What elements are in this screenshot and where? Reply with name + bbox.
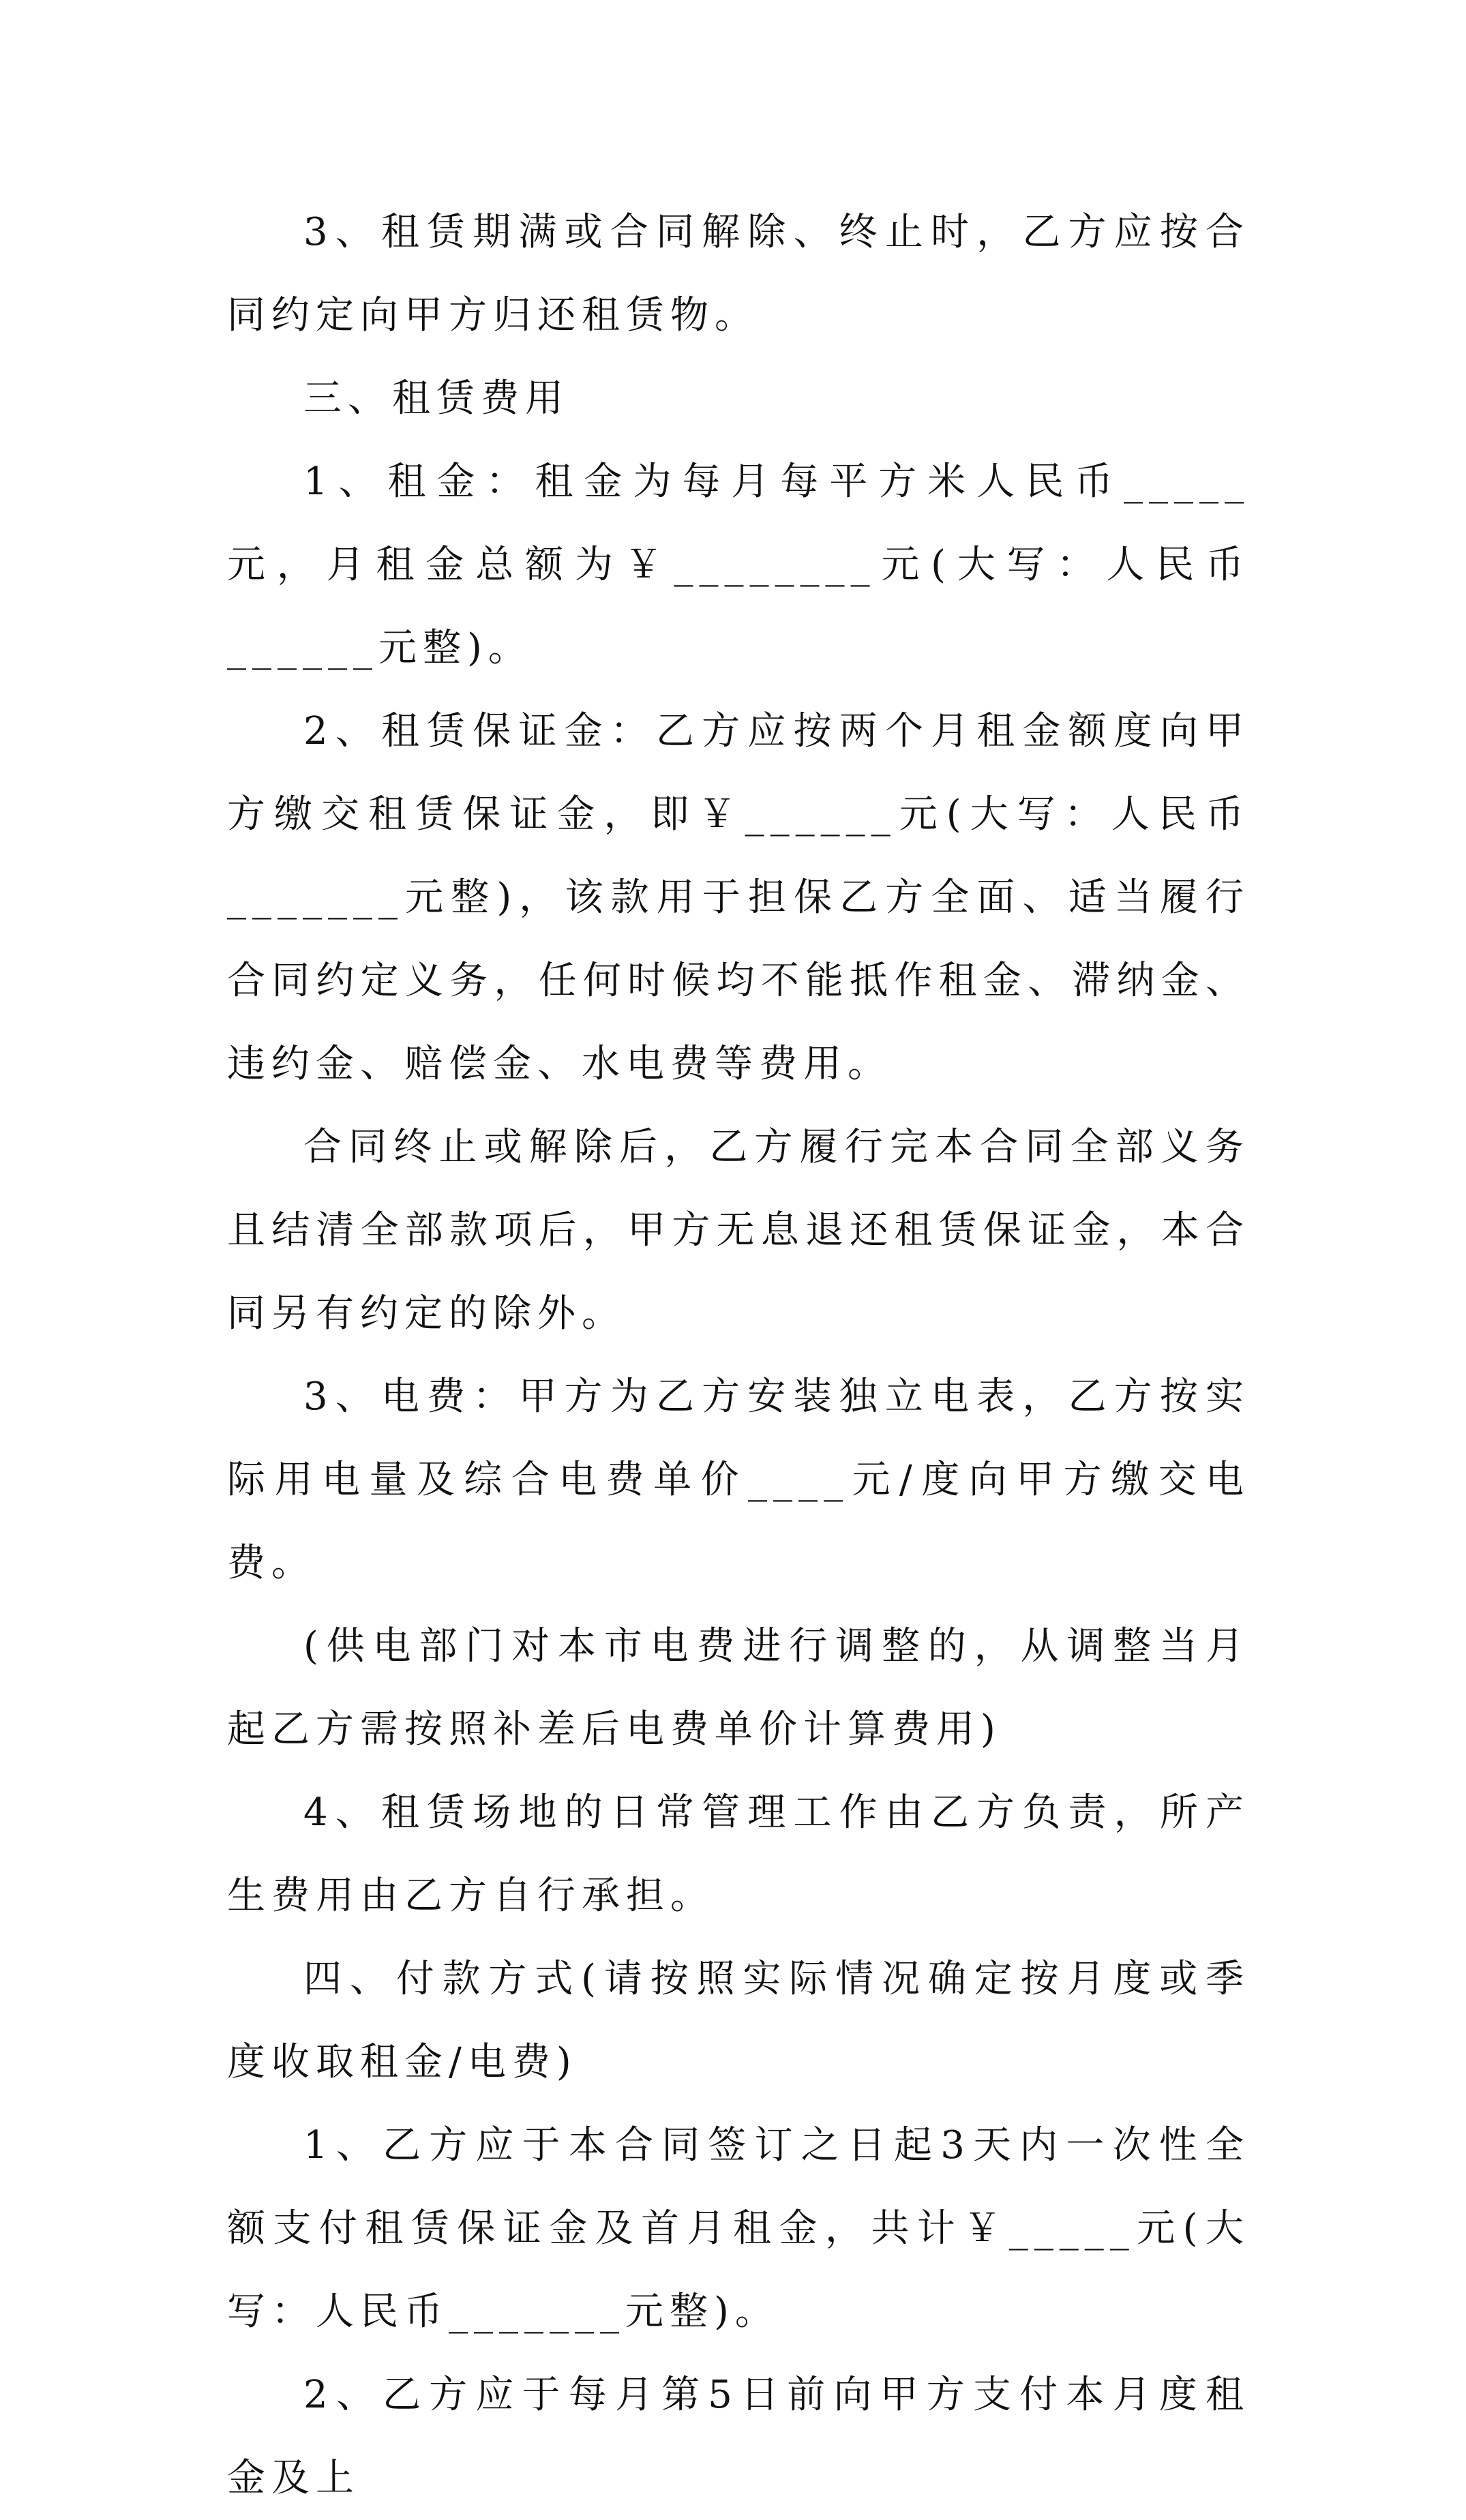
paragraph-monthly-payment: 2、乙方应于每月第5日前向甲方支付本月度租金及上	[227, 2373, 1250, 2500]
paragraph-electricity-fee: 3、电费：甲方为乙方安装独立电表，乙方按实际用电量及综合电费单价____元/度向甲方缴交电费。	[227, 1375, 1250, 1585]
paragraph-electricity-adjustment-note: (供电部门对本市电费进行调整的，从调整当月起乙方需按照补差后电费单价计算费用)	[227, 1624, 1250, 1752]
document-body	[227, 191, 1250, 2520]
paragraph-return-lease-item: 3、租赁期满或合同解除、终止时，乙方应按合同约定向甲方归还租赁物。	[227, 210, 1250, 338]
paragraph-deposit-refund: 合同终止或解除后，乙方履行完本合同全部义务且结清全部款项后，甲方无息退还租赁保证金，本合同另有约定的除外。	[227, 1125, 1250, 1336]
section-heading-lease-fees: 三、租赁费用	[303, 376, 569, 421]
paragraph-rent: 1、租金：租金为每月每平方米人民币_____元，月租金总额为￥________元(大写：人民币______元整)。	[227, 460, 1250, 670]
paragraph-security-deposit: 2、租赁保证金：乙方应按两个月租金额度向甲方缴交租赁保证金，即￥______元(大写：人民币_______元整)，该款用于担保乙方全面、适当履行合同约定义务，任何时候均不能抵作租金、滞纳金、违约金、赔偿金、水电费等费用。	[227, 709, 1250, 1086]
paragraph-site-management: 4、租赁场地的日常管理工作由乙方负责，所产生费用由乙方自行承担。	[227, 1790, 1250, 1918]
paragraph-initial-payment: 1、乙方应于本合同签订之日起3天内一次性全额支付租赁保证金及首月租金，共计￥_____元(大写：人民币_______元整)。	[227, 2123, 1250, 2334]
section-heading-payment-method: 四、付款方式(请按照实际情况确定按月度或季度收取租金/电费)	[227, 1957, 1250, 2084]
